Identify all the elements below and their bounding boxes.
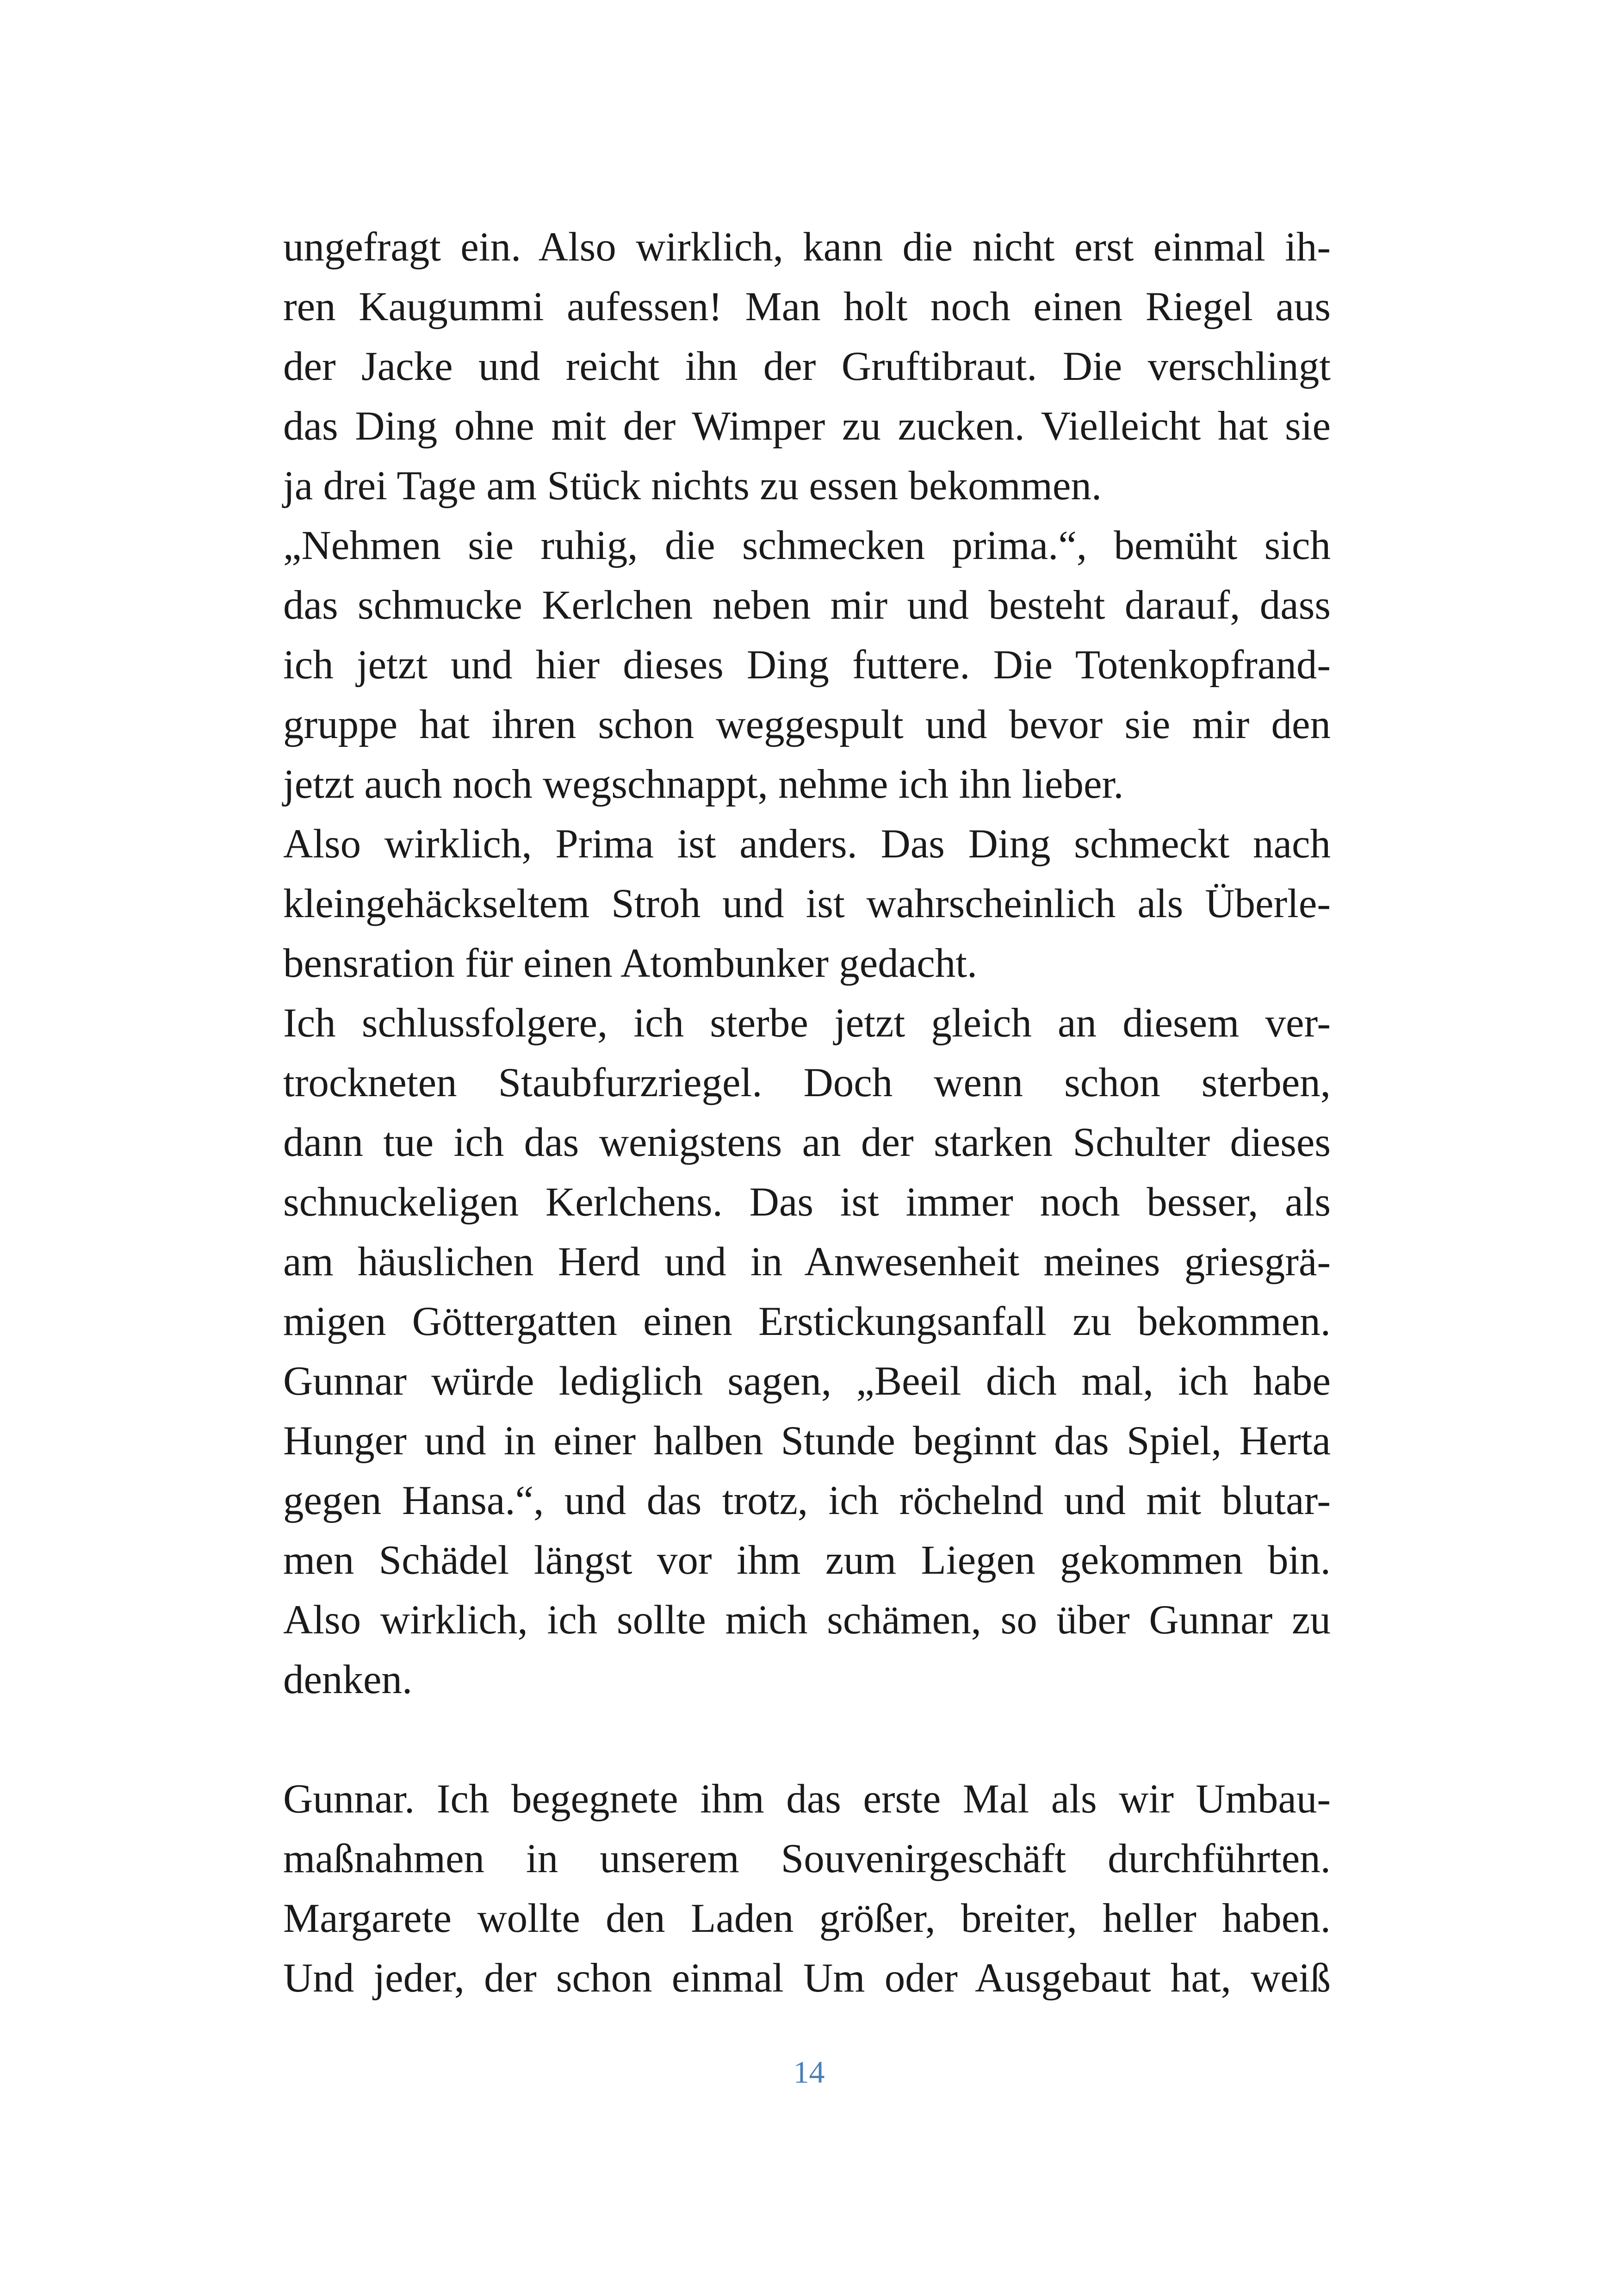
body-text — [283, 217, 1331, 2008]
text-line: Also wirklich, ich sollte mich schämen, so über Gunnar zu — [283, 1597, 1331, 1643]
text-line: dann tue ich das wenigstens an der starken Schulter dieses — [283, 1120, 1331, 1165]
text-line: gruppe hat ihren schon weggespult und bevor sie mir den — [283, 702, 1331, 747]
text-line: gegen Hansa.“, und das trotz, ich röchelnd und mit blutar- — [283, 1478, 1331, 1523]
text-line: der Jacke und reicht ihn der Gruftibraut. Die verschlingt — [283, 344, 1331, 389]
text-line: Gunnar würde lediglich sagen, „Beeil dich mal, ich habe — [283, 1359, 1331, 1404]
paragraph-gap — [283, 1710, 1331, 1769]
text-line: men Schädel längst vor ihm zum Liegen gekommen bin. — [283, 1538, 1331, 1583]
text-line: schnuckeligen Kerlchens. Das ist immer noch besser, als — [283, 1179, 1331, 1225]
text-line: ren Kaugummi aufessen! Man holt noch einen Riegel aus — [283, 284, 1331, 329]
text-line: Margarete wollte den Laden größer, breiter, heller haben. — [283, 1896, 1331, 1941]
text-line: maßnahmen in unserem Souvenirgeschäft durchführten. — [283, 1836, 1331, 1881]
text-line: kleingehäckseltem Stroh und ist wahrscheinlich als Überle- — [283, 881, 1331, 926]
text-line: ja drei Tage am Stück nichts zu essen bekommen. — [283, 463, 1102, 509]
text-line: „Nehmen sie ruhig, die schmecken prima.“, bemüht sich — [283, 523, 1331, 568]
text-line: Gunnar. Ich begegnete ihm das erste Mal als wir Umbau- — [283, 1776, 1331, 1822]
text-line: denken. — [283, 1657, 413, 1702]
text-line: bensration für einen Atombunker gedacht. — [283, 941, 978, 986]
text-line: ich jetzt und hier dieses Ding futtere. Die Totenkopfrand- — [283, 642, 1331, 688]
text-line: das Ding ohne mit der Wimper zu zucken. Vielleicht hat sie — [283, 403, 1331, 449]
text-line: jetzt auch noch wegschnappt, nehme ich ihn lieber. — [283, 762, 1124, 807]
text-line: trockneten Staubfurzriegel. Doch wenn schon sterben, — [283, 1060, 1331, 1105]
text-line: ungefragt ein. Also wirklich, kann die nicht erst einmal ih- — [283, 224, 1331, 270]
text-line: Und jeder, der schon einmal Um oder Ausgebaut hat, weiß — [283, 1955, 1331, 2001]
text-line: Ich schlussfolgere, ich sterbe jetzt gleich an diesem ver- — [283, 1000, 1331, 1046]
text-line: Also wirklich, Prima ist anders. Das Ding schmeckt nach — [283, 821, 1331, 867]
text-line: am häuslichen Herd und in Anwesenheit meines griesgrä- — [283, 1239, 1331, 1285]
text-line: migen Göttergatten einen Erstickungsanfall zu bekommen. — [283, 1299, 1331, 1344]
text-line: Hunger und in einer halben Stunde beginnt das Spiel, Herta — [283, 1418, 1331, 1464]
text-line: das schmucke Kerlchen neben mir und besteht darauf, dass — [283, 583, 1331, 628]
page-number: 14 — [793, 2054, 825, 2090]
